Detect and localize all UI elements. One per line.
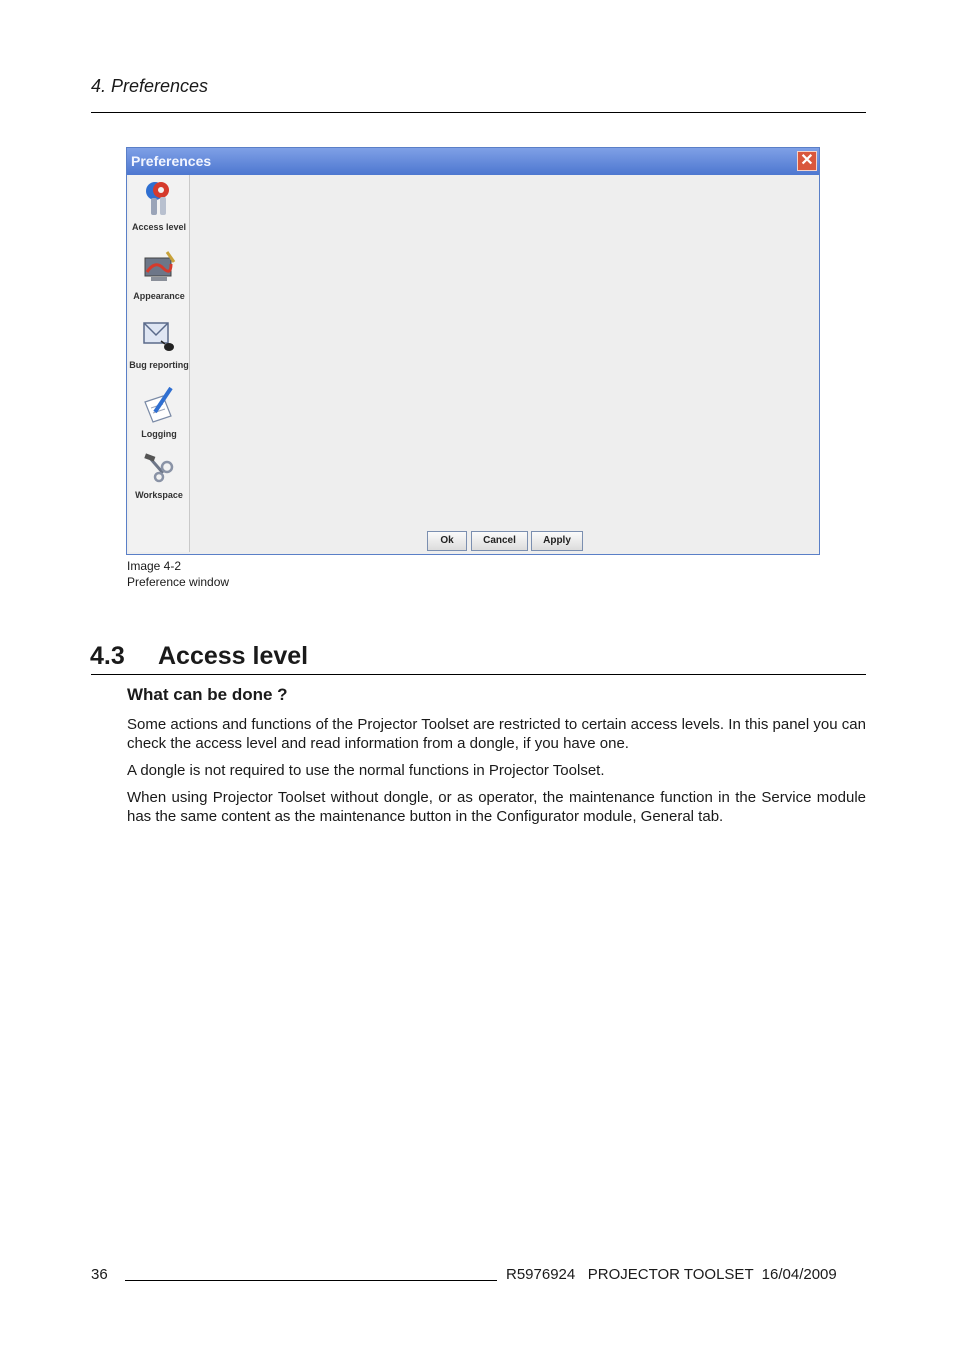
preferences-sidebar xyxy=(129,175,190,552)
sidebar-item-workspace[interactable] xyxy=(129,453,189,500)
sidebar-item-label: Workspace xyxy=(135,490,183,500)
subheading: What can be done ? xyxy=(127,685,288,704)
section-number: 4.3 xyxy=(90,642,125,670)
window-title: Preferences xyxy=(131,153,212,169)
envelope-icon xyxy=(141,317,177,355)
section-rule xyxy=(91,674,866,675)
close-button[interactable] xyxy=(797,151,817,171)
sidebar-item-appearance[interactable] xyxy=(129,248,189,301)
paragraph: When using Projector Toolset without dongle, or as operator, the maintenance function in the Service module has the same content as the maintenance button in the Configurator module, General tab. xyxy=(127,789,866,825)
sidebar-item-bug-reporting[interactable] xyxy=(129,317,189,370)
pencil-paper-icon xyxy=(141,386,177,424)
keys-icon xyxy=(141,179,177,217)
preferences-window xyxy=(126,147,820,555)
footer-rule xyxy=(125,1280,497,1281)
sidebar-item-label: Access level xyxy=(131,222,187,232)
header-rule xyxy=(91,112,866,113)
sidebar-item-label: Bug reporting xyxy=(129,360,189,370)
sidebar-item-logging[interactable] xyxy=(129,386,189,439)
sidebar-item-label: Appearance xyxy=(133,291,185,301)
section-title: Access level xyxy=(158,642,309,670)
cancel-button[interactable]: Cancel xyxy=(471,531,528,551)
section-heading xyxy=(90,642,308,671)
image-caption-number: Image 4-2 xyxy=(127,559,182,573)
paragraph: A dongle is not required to use the normal functions in Projector Toolset. xyxy=(127,762,605,779)
appearance-icon xyxy=(141,248,177,286)
sidebar-item-access-level[interactable] xyxy=(129,179,189,232)
close-icon: ✕ xyxy=(800,152,814,169)
paragraph: Some actions and functions of the Projector Toolset are restricted to certain access levels. In this panel you can check the access level and read information from a dongle, if you have one. xyxy=(127,716,866,752)
sidebar-item-label: Logging xyxy=(141,429,177,439)
tools-icon xyxy=(141,453,177,485)
apply-button[interactable]: Apply xyxy=(531,531,583,551)
preferences-content-panel xyxy=(190,175,817,552)
running-header: 4. Preferences xyxy=(91,76,209,96)
ok-button[interactable]: Ok xyxy=(427,531,467,551)
footer-doc-info: R5976924 PROJECTOR TOOLSET 16/04/2009 xyxy=(506,1266,837,1283)
page-number: 36 xyxy=(91,1266,108,1283)
image-caption-title: Preference window xyxy=(127,575,230,589)
window-titlebar xyxy=(127,148,819,175)
